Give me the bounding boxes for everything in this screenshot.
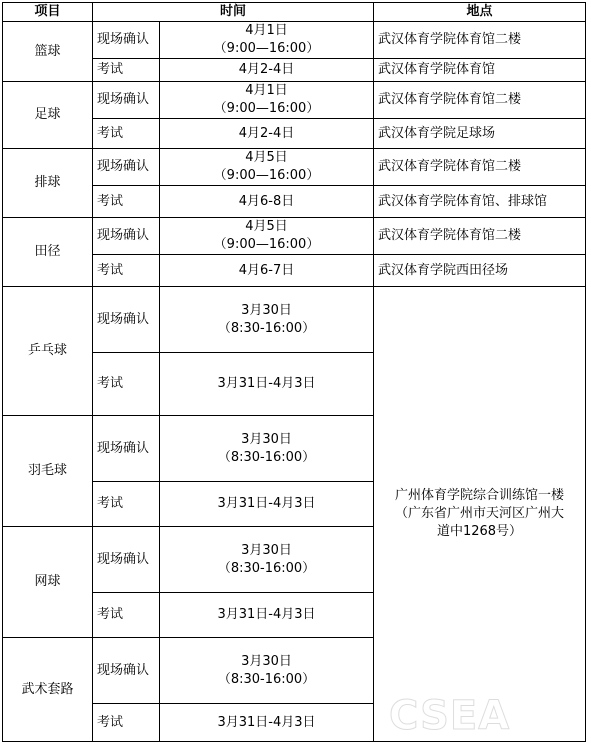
sport-name: 排球 (3, 149, 93, 218)
event-time (160, 527, 374, 593)
event-type: 现场确认 (93, 287, 160, 353)
event-type: 现场确认 (93, 22, 160, 59)
event-hours: （9:00—16:00） (213, 41, 320, 56)
event-hours: （8:30-16:00） (217, 449, 316, 465)
table-row (3, 22, 586, 59)
event-hours: （9:00—16:00） (213, 101, 320, 116)
guangzhou-location (374, 287, 586, 742)
header-time: 时间 (93, 3, 374, 22)
location-line: 道中1268号） (436, 524, 523, 539)
event-time (160, 59, 374, 82)
sport-name: 乒乓球 (3, 287, 93, 416)
event-location: 武汉体育学院体育馆二楼 (374, 149, 586, 186)
table-row (3, 149, 586, 186)
event-hours: （9:00—16:00） (213, 237, 320, 252)
event-date: 4月1日 (245, 83, 288, 98)
event-date: 4月2-4日 (238, 62, 295, 77)
event-type: 现场确认 (93, 218, 160, 255)
header-item: 项目 (3, 3, 93, 22)
sport-name: 网球 (3, 527, 93, 638)
event-date: 4月1日 (245, 23, 288, 38)
table-row (3, 287, 586, 353)
event-hours: （8:30-16:00） (217, 320, 316, 336)
header-row (3, 3, 586, 22)
event-time (160, 218, 374, 255)
event-date: 3月30日 (241, 431, 292, 447)
sport-name: 足球 (3, 82, 93, 149)
event-type: 考试 (93, 704, 160, 742)
event-date: 3月31日-4月3日 (217, 376, 316, 391)
event-date: 3月31日-4月3日 (217, 607, 316, 622)
event-date: 3月31日-4月3日 (217, 496, 316, 511)
event-date: 3月30日 (241, 653, 292, 669)
event-time (160, 353, 374, 416)
sport-name: 武术套路 (3, 638, 93, 742)
event-time (160, 416, 374, 482)
event-time (160, 82, 374, 119)
header-location: 地点 (374, 3, 586, 22)
event-location: 武汉体育学院体育馆 (374, 59, 586, 82)
event-date: 4月5日 (245, 150, 288, 165)
event-time (160, 704, 374, 742)
event-type: 考试 (93, 119, 160, 149)
location-line: 广州体育学院综合训练馆一楼 (395, 488, 565, 503)
event-time (160, 149, 374, 186)
event-type: 现场确认 (93, 527, 160, 593)
event-location: 武汉体育学院西田径场 (374, 255, 586, 287)
event-date: 4月2-4日 (238, 125, 295, 141)
sport-name: 羽毛球 (3, 416, 93, 527)
event-hours: （8:30-16:00） (217, 560, 316, 576)
event-date: 3月30日 (241, 302, 292, 318)
table-row (3, 82, 586, 119)
event-time (160, 593, 374, 638)
event-location: 武汉体育学院足球场 (374, 119, 586, 149)
event-location: 武汉体育学院体育馆二楼 (374, 22, 586, 59)
event-time (160, 287, 374, 353)
event-type: 现场确认 (93, 149, 160, 186)
event-time (160, 186, 374, 218)
event-time (160, 482, 374, 527)
event-type: 现场确认 (93, 82, 160, 119)
event-type: 现场确认 (93, 416, 160, 482)
event-type: 考试 (93, 255, 160, 287)
schedule-table (2, 2, 586, 742)
event-type: 考试 (93, 186, 160, 218)
event-type: 考试 (93, 593, 160, 638)
event-date: 3月30日 (241, 542, 292, 558)
event-type: 考试 (93, 482, 160, 527)
event-type: 现场确认 (93, 638, 160, 704)
event-type: 考试 (93, 59, 160, 82)
event-date: 3月31日-4月3日 (217, 714, 316, 730)
event-time (160, 638, 374, 704)
event-time (160, 255, 374, 287)
event-date: 4月6-8日 (238, 193, 295, 209)
event-location: 武汉体育学院体育馆二楼 (374, 82, 586, 119)
event-type: 考试 (93, 353, 160, 416)
csea-watermark: CSEA (389, 693, 511, 739)
sport-name: 篮球 (3, 22, 93, 82)
sport-name: 田径 (3, 218, 93, 287)
event-location: 武汉体育学院体育馆、排球馆 (374, 186, 586, 218)
table-row (3, 218, 586, 255)
event-time (160, 22, 374, 59)
location-line: （广东省广州市天河区广州大 (395, 506, 565, 521)
event-hours: （8:30-16:00） (217, 671, 316, 687)
event-location: 武汉体育学院体育馆二楼 (374, 218, 586, 255)
event-hours: （9:00—16:00） (213, 168, 320, 183)
event-date: 4月6-7日 (238, 262, 295, 278)
schedule-body (3, 22, 586, 742)
event-time (160, 119, 374, 149)
event-date: 4月5日 (245, 219, 288, 234)
